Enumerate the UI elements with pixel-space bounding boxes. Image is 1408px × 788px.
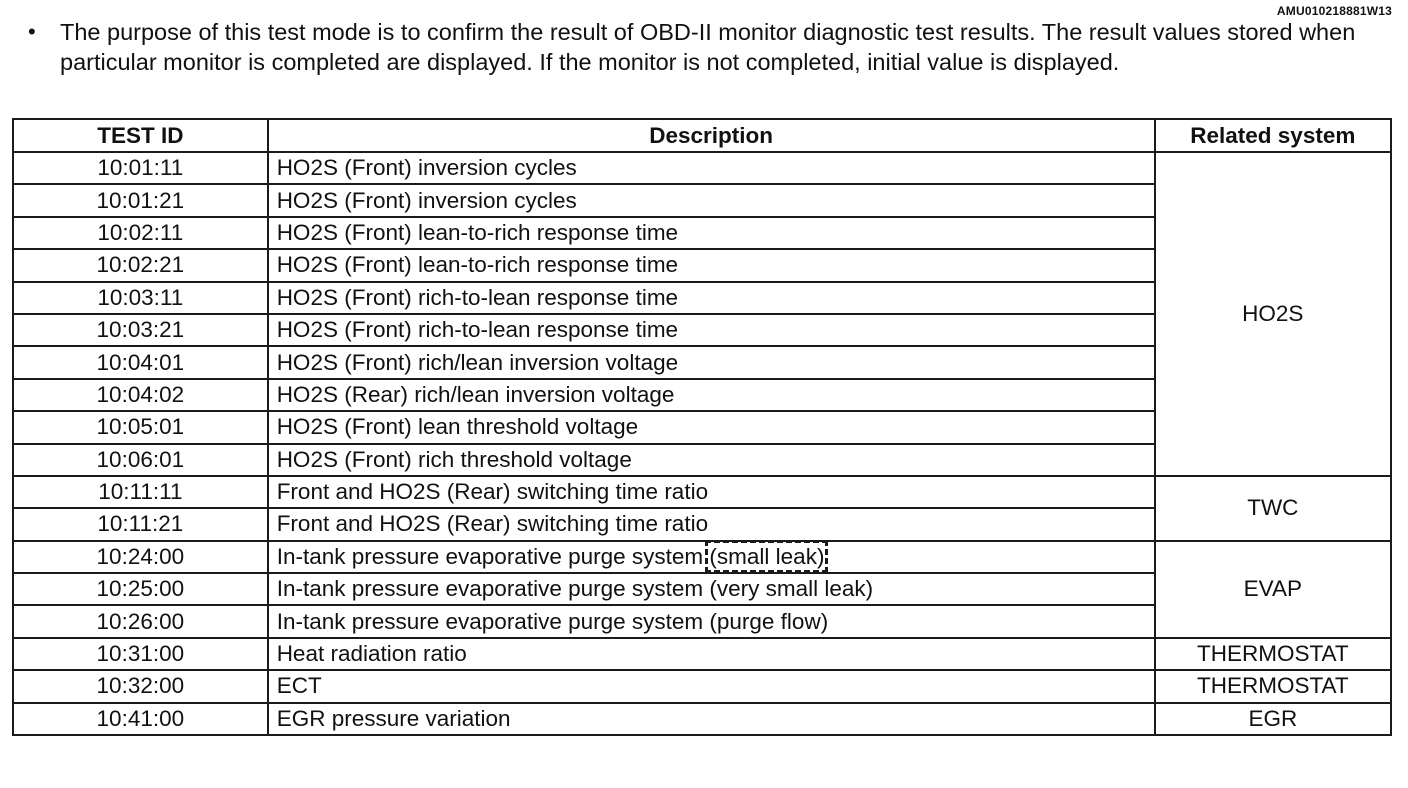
header-description: Description: [268, 119, 1155, 152]
description-cell: EGR pressure variation: [268, 703, 1155, 735]
test-id-cell: 10:32:00: [13, 670, 268, 702]
test-id-cell: 10:05:01: [13, 411, 268, 443]
test-id-cell: 10:02:11: [13, 217, 268, 249]
document-code: AMU010218881W13: [1276, 4, 1392, 18]
table-header-row: [13, 119, 1391, 152]
test-id-cell: 10:01:11: [13, 152, 268, 184]
header-related-system: Related system: [1155, 119, 1391, 152]
test-id-cell: 10:26:00: [13, 605, 268, 637]
related-system-cell-evap: EVAP: [1155, 541, 1391, 638]
description-cell: In-tank pressure evaporative purge system (very small leak): [268, 573, 1155, 605]
description-cell: HO2S (Front) rich-to-lean response time: [268, 282, 1155, 314]
related-system-cell-ho2s: HO2S: [1155, 152, 1391, 476]
bullet-icon: •: [28, 19, 36, 44]
related-system-cell-twc: TWC: [1155, 476, 1391, 541]
related-system-cell-thermostat: THERMOSTAT: [1155, 638, 1391, 670]
intro-paragraph: [28, 17, 1393, 77]
description-cell: HO2S (Front) inversion cycles: [268, 152, 1155, 184]
description-cell: HO2S (Front) rich-to-lean response time: [268, 314, 1155, 346]
test-id-cell: 10:11:21: [13, 508, 268, 540]
description-cell: HO2S (Front) lean threshold voltage: [268, 411, 1155, 443]
highlighted-note: (small leak): [709, 543, 825, 569]
test-id-cell: 10:25:00: [13, 573, 268, 605]
table-row: [13, 476, 1391, 508]
description-cell: Heat radiation ratio: [268, 638, 1155, 670]
table-row: [13, 541, 1391, 573]
description-cell: HO2S (Front) inversion cycles: [268, 184, 1155, 216]
description-cell: ECT: [268, 670, 1155, 702]
table-row: [13, 638, 1391, 670]
test-id-cell: 10:31:00: [13, 638, 268, 670]
header-test-id: TEST ID: [13, 119, 268, 152]
test-id-table: [12, 118, 1392, 736]
table-row: [13, 703, 1391, 735]
intro-text: The purpose of this test mode is to confirm the result of OBD-II monitor diagnostic test results. The result values stored when particular monitor is completed are displayed. If the monitor is not completed, initial value is displayed.: [60, 19, 1356, 75]
table-row: [13, 670, 1391, 702]
test-id-cell: 10:24:00: [13, 541, 268, 573]
description-cell: HO2S (Front) lean-to-rich response time: [268, 249, 1155, 281]
test-id-cell: 10:01:21: [13, 184, 268, 216]
table-row: [13, 152, 1391, 184]
test-id-cell: 10:02:21: [13, 249, 268, 281]
description-cell: HO2S (Front) rich threshold voltage: [268, 444, 1155, 476]
description-cell: Front and HO2S (Rear) switching time ratio: [268, 476, 1155, 508]
test-id-cell: 10:03:11: [13, 282, 268, 314]
description-text: In-tank pressure evaporative purge system: [276, 543, 704, 569]
test-id-cell: 10:04:02: [13, 379, 268, 411]
test-id-cell: 10:41:00: [13, 703, 268, 735]
description-cell: Front and HO2S (Rear) switching time ratio: [268, 508, 1155, 540]
description-cell: HO2S (Front) lean-to-rich response time: [268, 217, 1155, 249]
description-cell: HO2S (Front) rich/lean inversion voltage: [268, 346, 1155, 378]
description-cell: HO2S (Rear) rich/lean inversion voltage: [268, 379, 1155, 411]
related-system-cell-thermostat: THERMOSTAT: [1155, 670, 1391, 702]
related-system-cell-egr: EGR: [1155, 703, 1391, 735]
test-id-cell: 10:03:21: [13, 314, 268, 346]
test-id-cell: 10:04:01: [13, 346, 268, 378]
description-cell: In-tank pressure evaporative purge system (purge flow): [268, 605, 1155, 637]
test-id-cell: 10:06:01: [13, 444, 268, 476]
description-cell: [268, 541, 1155, 573]
test-id-cell: 10:11:11: [13, 476, 268, 508]
